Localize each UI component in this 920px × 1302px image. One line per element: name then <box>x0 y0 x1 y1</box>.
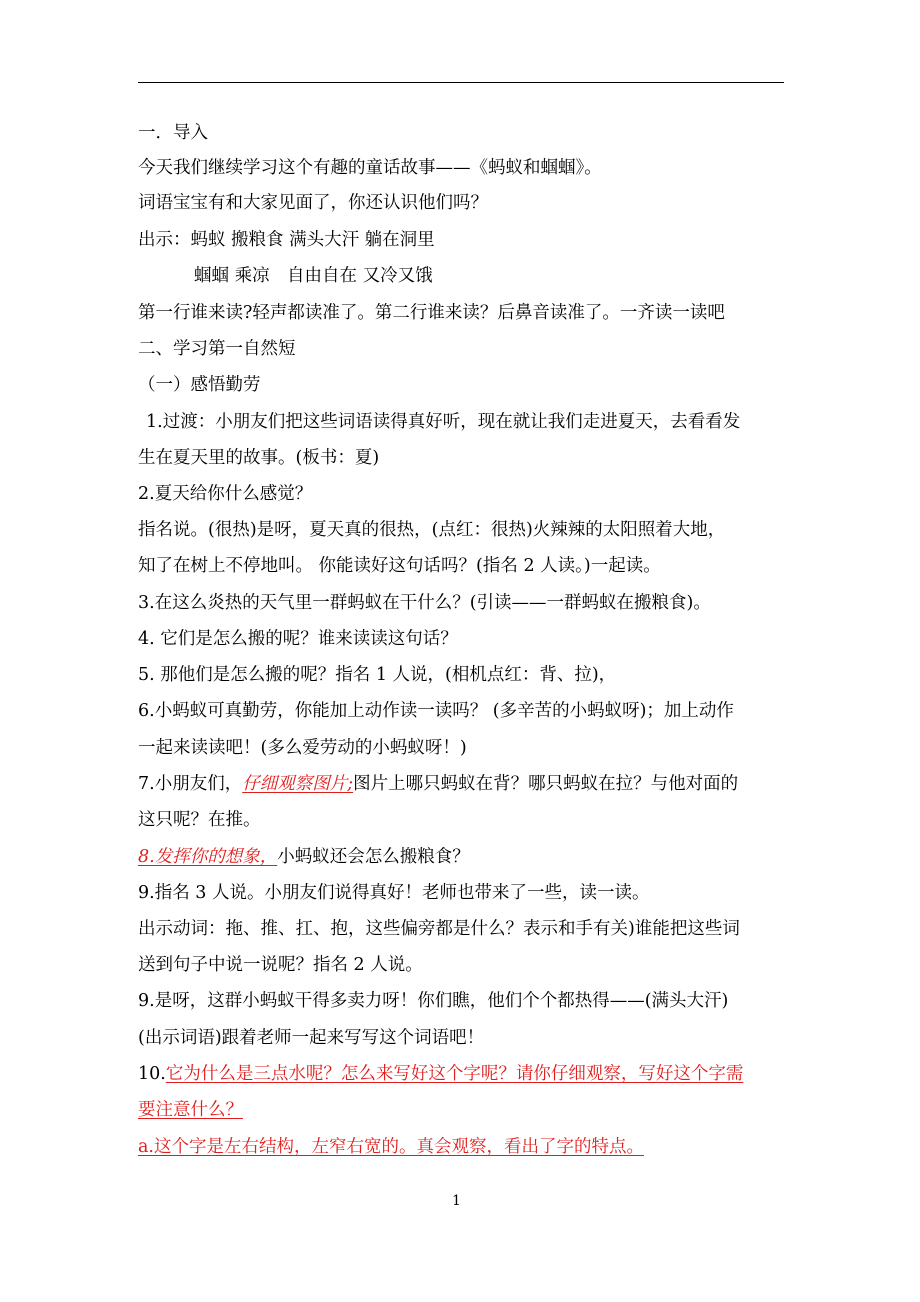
header-rule <box>138 82 784 83</box>
red-highlight-line: 要注意什么？ <box>138 1100 243 1120</box>
red-highlight-observe: 仔细观察图片; <box>242 774 354 794</box>
text-line: 蝈蝈 乘凉 自由自在 又冷又饿 <box>194 266 433 286</box>
text-line: 2.夏天给你什么感觉？ <box>138 484 313 504</box>
text-line: 9.是呀，这群小蚂蚁干得多卖力呀！你们瞧，他们个个都热得——(满头大汗) <box>138 991 729 1011</box>
text-line-10 <box>138 1063 743 1085</box>
line7-suffix: 图片上哪只蚂蚁在背？哪只蚂蚁在拉？与他对面的 <box>353 774 739 794</box>
text-line: 送到句子中说一说呢？指名 2 人说。 <box>138 955 423 975</box>
section-heading-intro: 一．导入 <box>138 123 208 143</box>
line7-prefix: 7.小朋友们， <box>138 774 243 794</box>
text-line: 一起来读读吧！(多么爱劳动的小蚂蚁呀！) <box>138 738 467 758</box>
text-line: 生在夏天里的故事。(板书：夏) <box>138 448 380 468</box>
line10-prefix: 10. <box>138 1064 166 1084</box>
text-line: 5. 那他们是怎么搬的呢？指名 1 人说，(相机点红：背、拉)， <box>138 665 617 685</box>
text-line: 指名说。(很热)是呀，夏天真的很热，(点红：很热)火辣辣的太阳照着大地， <box>138 520 726 540</box>
section-heading-study: 二、学习第一自然短 <box>138 339 296 359</box>
page-number: 1 <box>452 1193 461 1209</box>
text-line: 词语宝宝有和大家见面了，你还认识他们吗？ <box>138 193 488 213</box>
text-line: 出示：蚂蚁 搬粮食 满头大汗 躺在洞里 <box>138 230 435 250</box>
text-line: 这只呢？在推。 <box>138 810 261 830</box>
red-highlight-question: 它为什么是三点水呢？怎么来写好这个字呢？请你仔细观察，写好这个字需 <box>165 1064 744 1084</box>
text-line: 今天我们继续学习这个有趣的童话故事——《蚂蚁和蝈蝈》。 <box>138 158 602 178</box>
red-highlight-answer: a.这个字是左右结构，左窄右宽的。真会观察，看出了字的特点。 <box>138 1137 644 1157</box>
text-line: 第一行谁来读?轻声都读准了。第二行谁来读？后鼻音读准了。一齐读一读吧 <box>138 303 725 323</box>
red-highlight-imagine: 8.发挥你的想象， <box>138 847 278 867</box>
text-line: 9.指名 3 人说。小朋友们说得真好！老师也带来了一些，读一读。 <box>138 883 650 903</box>
text-line: 知了在树上不停地叫。 你能读好这句话吗？(指名 2 人读。)一起读。 <box>138 556 661 576</box>
text-line: 出示动词：拖、推、扛、抱，这些偏旁都是什么？表示和手有关)谁能把这些词 <box>138 919 740 939</box>
text-line: (出示词语)跟着老师一起来写写这个词语吧！ <box>138 1028 485 1048</box>
subsection-heading: （一）感悟勤劳 <box>138 375 261 395</box>
text-line: 6.小蚂蚁可真勤劳，你能加上动作读一读吗？ (多辛苦的小蚂蚁呀)；加上动作 <box>138 701 734 721</box>
text-line: 1.过渡：小朋友们把这些词语读得真好听，现在就让我们走进夏天，去看看发 <box>146 412 741 432</box>
text-line-7 <box>138 773 738 795</box>
text-line: 3.在这么炎热的天气里一群蚂蚁在干什么？(引读——一群蚂蚁在搬粮食)。 <box>138 593 711 613</box>
line8-suffix: 小蚂蚁还会怎么搬粮食？ <box>277 847 470 867</box>
text-line: 4. 它们是怎么搬的呢？谁来读读这句话？ <box>138 629 458 649</box>
text-line-8 <box>138 846 470 868</box>
